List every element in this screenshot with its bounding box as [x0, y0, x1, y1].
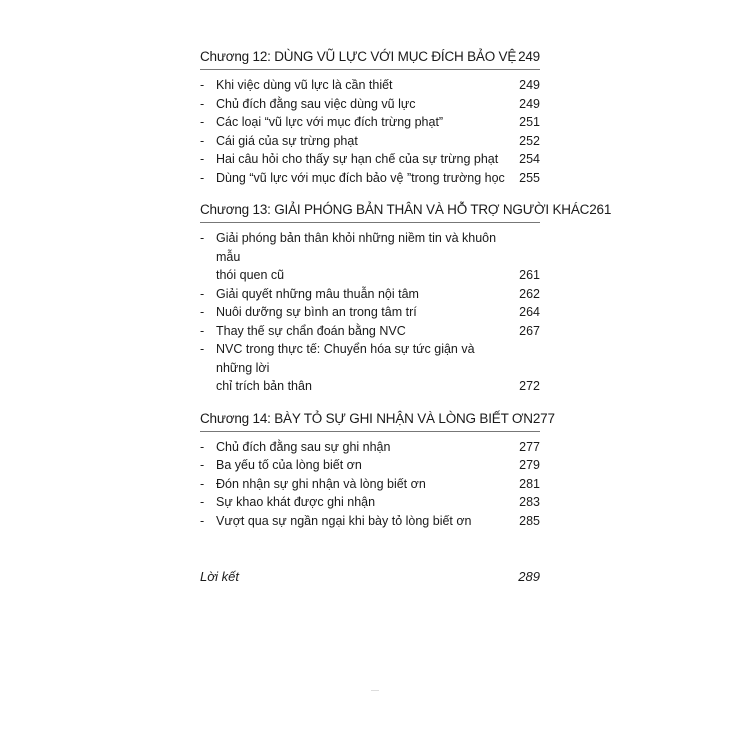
- chapter-divider: [200, 69, 540, 70]
- entry-dash: -: [200, 323, 205, 338]
- entry-dash: -: [200, 495, 205, 509]
- toc-entry: [200, 512, 540, 531]
- epilogue-entry: [200, 568, 540, 586]
- entry-page: 252: [519, 133, 540, 148]
- entry-text: Sự khao khát được ghi nhận: [216, 495, 376, 509]
- entry-page: 279: [519, 458, 540, 472]
- toc-entry: [200, 493, 540, 512]
- entry-text: Chủ đích đằng sau việc dùng vũ lực: [216, 96, 416, 111]
- toc-entry: [200, 229, 540, 285]
- entry-text: Giải quyết những mâu thuẫn nội tâm: [216, 286, 419, 301]
- entry-dash: -: [200, 342, 205, 356]
- toc-entry: [200, 76, 540, 95]
- chapter-page: 277: [532, 410, 555, 426]
- chapter-section: [200, 46, 540, 199]
- entry-page: 251: [519, 115, 540, 129]
- entry-dash: -: [200, 476, 205, 491]
- chapter-list: [200, 46, 612, 542]
- entry-page: 272: [519, 379, 540, 393]
- chapter-page: 249: [518, 49, 540, 64]
- epilogue-page: 289: [518, 569, 540, 584]
- page-mark: [371, 690, 379, 696]
- chapter-title: Chương 13: GIẢI PHÓNG BẢN THÂN VÀ HỖ TRỢ NGƯỜI KHÁC: [200, 202, 590, 217]
- chapter-section: [200, 408, 555, 543]
- entry-text: Chủ đích đằng sau sự ghi nhận: [216, 439, 391, 454]
- chapter-section: [200, 199, 612, 408]
- entry-dash: -: [200, 305, 205, 319]
- entry-text: Vượt qua sự ngần ngại khi bày tỏ lòng biết ơn: [216, 513, 472, 528]
- entry-text: Ba yếu tố của lòng biết ơn: [216, 458, 362, 472]
- toc-entry: [200, 113, 540, 132]
- toc-entry: [200, 475, 540, 494]
- entry-dash: -: [200, 286, 205, 301]
- chapter-divider: [200, 222, 540, 223]
- entry-page: 254: [519, 152, 540, 166]
- entry-page: 283: [519, 495, 540, 509]
- toc-entry: [200, 303, 540, 322]
- chapter-title: Chương 14: BÀY TỎ SỰ GHI NHẬN VÀ LÒNG BIẾT ƠN: [200, 410, 533, 426]
- entry-page: 264: [519, 305, 540, 319]
- entry-dash: -: [200, 96, 205, 111]
- toc-entry: [200, 150, 540, 169]
- entry-text: Hai câu hỏi cho thấy sự hạn chế của sự trừng phạt: [216, 152, 499, 166]
- entry-dash: -: [200, 513, 205, 528]
- chapter-heading: [200, 408, 555, 430]
- toc-entry: [200, 95, 540, 114]
- toc-entry: [200, 340, 540, 396]
- toc-entry: [200, 169, 540, 188]
- entry-page: 262: [519, 286, 540, 301]
- entry-text: Nuôi dưỡng sự bình an trong tâm trí: [216, 305, 417, 319]
- entry-page: 249: [519, 96, 540, 111]
- chapter-page: 261: [589, 202, 612, 217]
- chapter-heading: [200, 199, 612, 221]
- entry-page: 249: [519, 78, 540, 92]
- toc-entry: [200, 322, 540, 341]
- entry-dash: -: [200, 439, 205, 454]
- entry-text: Thay thế sự chẩn đoán bằng NVC: [216, 323, 406, 338]
- entry-text: Giải phóng bản thân khỏi những niềm tin và khuôn mẫu: [216, 231, 497, 264]
- entry-page: 285: [519, 513, 540, 528]
- chapter-heading: [200, 46, 540, 68]
- toc-entry: [200, 438, 540, 457]
- entry-text: thói quen cũ: [216, 268, 285, 282]
- entry-dash: -: [200, 133, 205, 148]
- entry-text: Dùng “vũ lực với mục đích bảo vệ ”trong trường học: [216, 170, 505, 185]
- entry-text: NVC trong thực tế: Chuyển hóa sự tức giận và những lời: [216, 342, 475, 375]
- epilogue-title: Lời kết: [200, 569, 239, 584]
- entry-dash: -: [200, 170, 205, 185]
- table-of-contents: [200, 46, 612, 586]
- entry-dash: -: [200, 458, 205, 472]
- entry-text: Khi việc dùng vũ lực là cần thiết: [216, 78, 393, 92]
- entry-dash: -: [200, 115, 205, 129]
- entry-text: chỉ trích bản thân: [216, 379, 312, 393]
- entry-text: Các loại “vũ lực với mục đích trừng phạt”: [216, 115, 444, 129]
- toc-entry: [200, 456, 540, 475]
- entry-text: Cái giá của sự trừng phạt: [216, 133, 358, 148]
- chapter-title: Chương 12: DÙNG VŨ LỰC VỚI MỤC ĐÍCH BẢO VỆ: [200, 49, 517, 64]
- entry-page: 267: [519, 323, 540, 338]
- entry-page: 277: [519, 439, 540, 454]
- entry-page: 261: [519, 268, 540, 282]
- entry-page: 255: [519, 170, 540, 185]
- entry-page: 281: [519, 476, 540, 491]
- entry-dash: -: [200, 231, 205, 245]
- toc-entry: [200, 132, 540, 151]
- entry-text: Đón nhận sự ghi nhận và lòng biết ơn: [216, 476, 426, 491]
- toc-entry: [200, 285, 540, 304]
- chapter-divider: [200, 431, 540, 432]
- entry-dash: -: [200, 152, 205, 166]
- entry-dash: -: [200, 78, 205, 92]
